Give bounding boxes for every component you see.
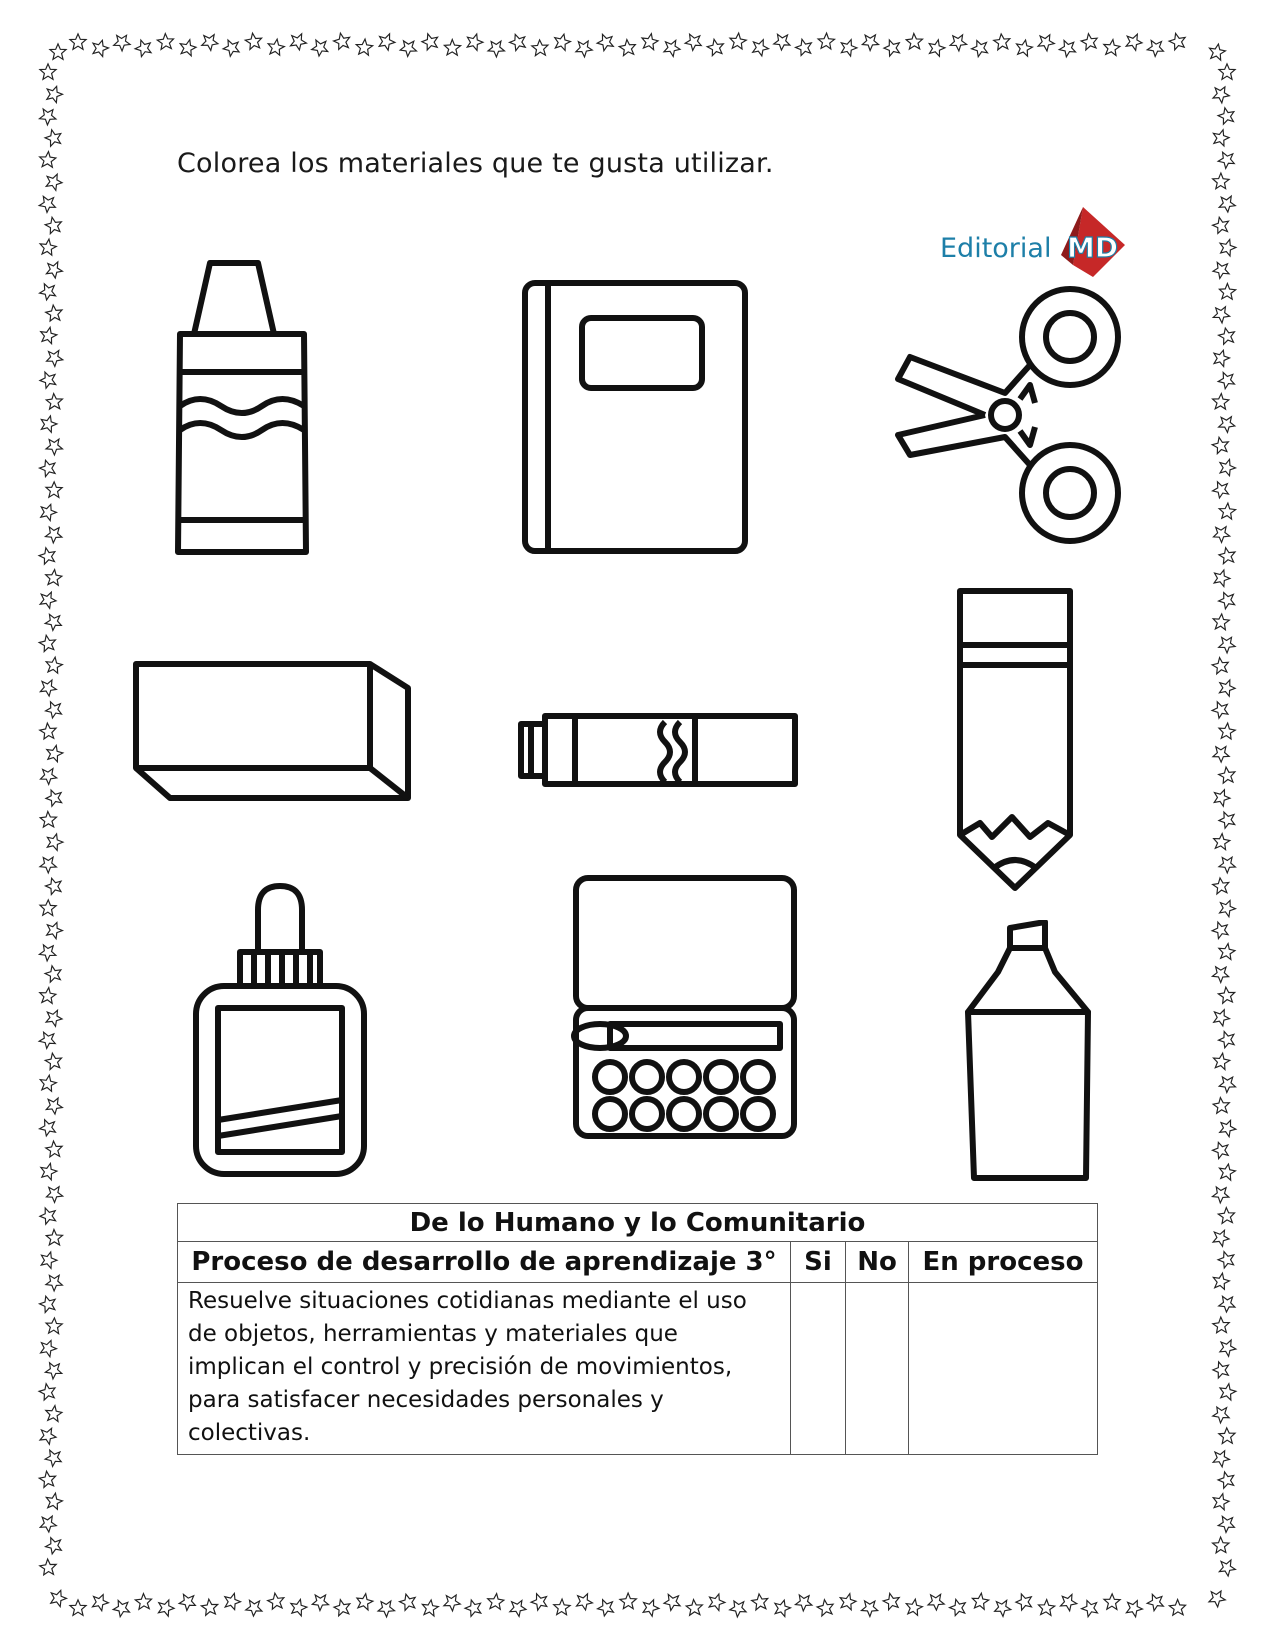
instruction-text: Colorea los materiales que te gusta utilizar. xyxy=(177,148,774,179)
notebook-icon xyxy=(520,278,750,558)
pencil-icon xyxy=(950,585,1080,895)
checkbox-no[interactable] xyxy=(846,1283,909,1455)
evaluation-table xyxy=(177,1203,1098,1455)
checkbox-en-proceso[interactable] xyxy=(909,1283,1098,1455)
editorial-logo xyxy=(935,205,1125,285)
table-title: De lo Humano y lo Comunitario xyxy=(178,1204,1098,1242)
chalk-icon xyxy=(515,710,800,790)
eraser-icon xyxy=(130,658,415,808)
md-logo-icon xyxy=(1053,205,1128,283)
scissors-icon xyxy=(890,285,1140,550)
logo-text: Editorial xyxy=(940,233,1052,264)
highlighter-icon xyxy=(960,920,1100,1185)
learning-process-description: Resuelve situaciones cotidianas mediante el uso de objetos, herramientas y materiales que implican el control y precisión de movimientos, para satisfacer necesidades personales y colectivas. xyxy=(178,1283,791,1455)
header-process: Proceso de desarrollo de aprendizaje 3° xyxy=(178,1242,791,1283)
header-no: No xyxy=(846,1242,909,1283)
header-si: Si xyxy=(791,1242,846,1283)
watercolor-palette-icon xyxy=(570,872,800,1142)
checkbox-si[interactable] xyxy=(791,1283,846,1455)
header-en-proceso: En proceso xyxy=(909,1242,1098,1283)
svg-text:MD: MD xyxy=(1067,231,1119,264)
crayon-icon xyxy=(170,258,320,558)
glue-icon xyxy=(190,880,370,1180)
